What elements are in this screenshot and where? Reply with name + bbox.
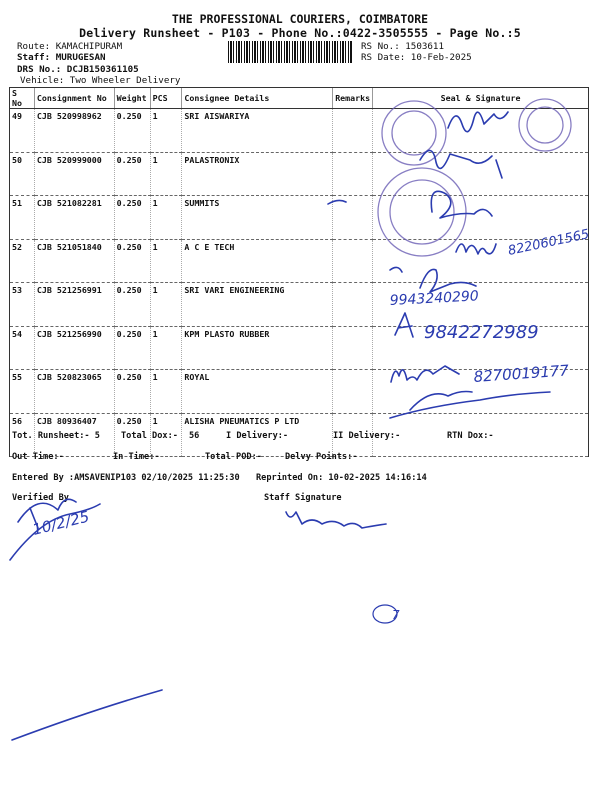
col-header-remarks: Remarks bbox=[333, 88, 373, 109]
cell-sno: 56 bbox=[10, 413, 35, 457]
in-time: In Time:- bbox=[113, 452, 160, 462]
cell-consignee: PALASTRONIX bbox=[182, 152, 333, 196]
cell-consignment: CJB 520999000 bbox=[34, 152, 114, 196]
delvy-points: Delvy Points:- bbox=[285, 452, 358, 462]
i-delivery: I Delivery:- bbox=[226, 431, 289, 441]
tot-runsheet: Tot. Runsheet:- 5 bbox=[12, 431, 100, 441]
cell-consignee: ROYAL bbox=[182, 370, 333, 414]
cell-sno: 54 bbox=[10, 326, 35, 370]
total-pod: Total POD:- bbox=[205, 452, 262, 462]
handwritten-phone-54: 9842272989 bbox=[424, 322, 539, 343]
ii-delivery: II Delivery:- bbox=[333, 431, 401, 441]
handwritten-phone-53: 9943240290 bbox=[389, 288, 480, 309]
signature-row-56 bbox=[390, 392, 550, 419]
cell-pcs: 1 bbox=[150, 370, 182, 414]
handwritten-page-mark: 7 bbox=[392, 608, 400, 622]
drs-number: DRS No.: DCJB150361105 bbox=[17, 64, 139, 75]
cell-weight: 0.250 bbox=[114, 326, 150, 370]
cell-sno: 50 bbox=[10, 152, 35, 196]
staff-label: Staff: MURUGESAN bbox=[17, 52, 106, 63]
col-header-sno: S No bbox=[10, 88, 35, 109]
handwritten-date: 10/2/25 bbox=[30, 507, 92, 539]
col-header-consignee: Consignee Details bbox=[182, 88, 333, 109]
out-time: Out Time:- bbox=[12, 452, 64, 462]
cell-sno: 51 bbox=[10, 196, 35, 240]
signature-row-50 bbox=[420, 150, 502, 178]
cell-consignment: CJB 520998962 bbox=[34, 109, 114, 153]
cell-pcs: 1 bbox=[150, 196, 182, 240]
route-label: Route: KAMACHIPURAM bbox=[17, 41, 123, 52]
rtn-dox: RTN Dox:- bbox=[447, 431, 494, 441]
cell-weight: 0.250 bbox=[114, 152, 150, 196]
cell-consignee: ALISHA PNEUMATICS P LTD bbox=[182, 413, 333, 457]
cell-pcs: 1 bbox=[150, 413, 182, 457]
col-header-consignment: Consignment No bbox=[34, 88, 114, 109]
cell-consignment: CJB 520823065 bbox=[34, 370, 114, 414]
cell-sno: 49 bbox=[10, 109, 35, 153]
total-dox-label: Total Dox:- bbox=[121, 431, 178, 441]
cell-sno: 52 bbox=[10, 239, 35, 283]
cell-pcs: 1 bbox=[150, 283, 182, 327]
cell-sno: 55 bbox=[10, 370, 35, 414]
col-header-seal-signature: Seal & Signature bbox=[373, 88, 589, 109]
verified-by-label: Verified By bbox=[12, 493, 69, 503]
signature-row-55 bbox=[391, 366, 459, 382]
cell-consignment: CJB 521256991 bbox=[34, 283, 114, 327]
seal-stamp bbox=[378, 99, 571, 256]
cell-consignee: KPM PLASTO RUBBER bbox=[182, 326, 333, 370]
rs-date: RS Date: 10-Feb-2025 bbox=[361, 52, 472, 63]
vehicle-label: Vehicle: Two Wheeler Delivery bbox=[20, 75, 181, 86]
company-title: THE PROFESSIONAL COURIERS, COIMBATORE bbox=[171, 12, 429, 26]
runsheet-subtitle: Delivery Runsheet - P103 - Phone No.:0422-3505555 - Page No.:5 bbox=[79, 26, 521, 40]
signature-row-49 bbox=[448, 112, 508, 132]
cell-pcs: 1 bbox=[150, 152, 182, 196]
reprinted-on: Reprinted On: 10-02-2025 14:16:14 bbox=[256, 473, 427, 483]
cell-consignee: SUMMITS bbox=[182, 196, 333, 240]
signature-row-52 bbox=[456, 244, 496, 254]
signature-row-54 bbox=[395, 313, 413, 337]
handwritten-phone-52: 8220601565 bbox=[506, 227, 591, 259]
staff-signature-label: Staff Signature bbox=[264, 493, 342, 503]
cell-weight: 0.250 bbox=[114, 283, 150, 327]
signature-row-51 bbox=[328, 191, 492, 218]
cell-consignee: A C E TECH bbox=[182, 239, 333, 283]
margin-stroke bbox=[12, 690, 162, 740]
cell-consignee: SRI AISWARIYA bbox=[182, 109, 333, 153]
cell-weight: 0.250 bbox=[114, 109, 150, 153]
cell-pcs: 1 bbox=[150, 239, 182, 283]
cell-weight: 0.250 bbox=[114, 196, 150, 240]
col-header-pcs: PCS bbox=[150, 88, 182, 109]
entered-by: Entered By :AMSAVENIP103 02/10/2025 11:25:30 bbox=[12, 473, 240, 483]
cell-weight: 0.250 bbox=[114, 239, 150, 283]
handwritten-phone-55: 8270019177 bbox=[473, 361, 570, 386]
rs-number: RS No.: 1503611 bbox=[361, 41, 444, 52]
cell-pcs: 1 bbox=[150, 326, 182, 370]
cell-weight: 0.250 bbox=[114, 370, 150, 414]
cell-consignment: CJB 521051840 bbox=[34, 239, 114, 283]
cell-consignee: SRI VARI ENGINEERING bbox=[182, 283, 333, 327]
cell-consignment: CJB 80936407 bbox=[34, 413, 114, 457]
col-header-weight: Weight bbox=[114, 88, 150, 109]
cell-sno: 53 bbox=[10, 283, 35, 327]
cell-consignment: CJB 521256990 bbox=[34, 326, 114, 370]
total-dox-value: 56 bbox=[189, 431, 200, 441]
staff-signature bbox=[286, 512, 386, 528]
cell-consignment: CJB 521082281 bbox=[34, 196, 114, 240]
cell-weight: 0.250 bbox=[114, 413, 150, 457]
cell-pcs: 1 bbox=[150, 109, 182, 153]
